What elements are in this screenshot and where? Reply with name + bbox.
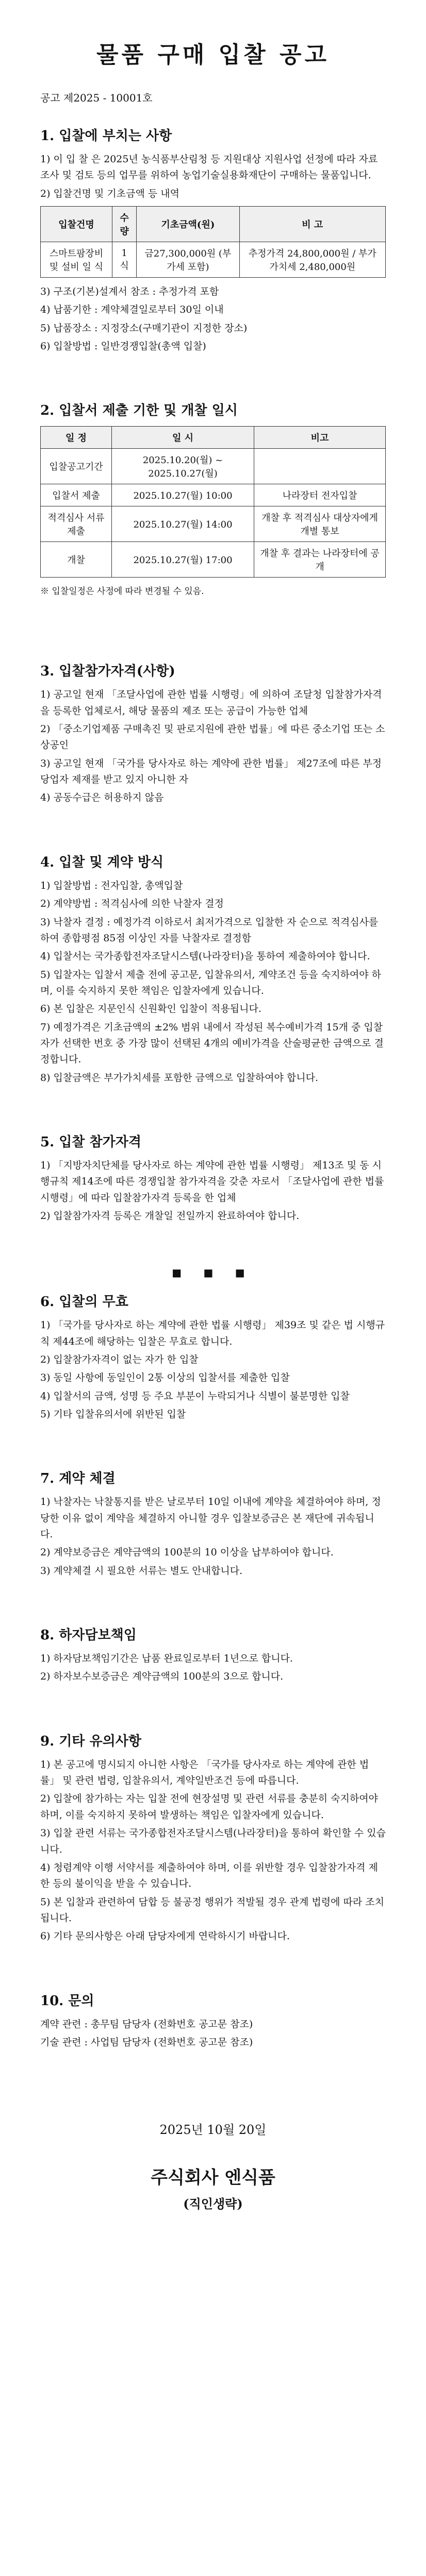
section-line: 1) 「지방자치단체를 당사자로 하는 계약에 관한 법률 시행령」 제13조 및 동 시행규칙 제14조에 따른 경쟁입찰 참가자격을 갖춘 자로서 「조달사업에 관한 법률 시행령」에 따라 입찰참가자격 등록을 한 업체 xyxy=(40,1159,387,1204)
notice-date: 2025년 10월 20일 xyxy=(159,2123,267,2138)
sections xyxy=(40,125,386,1257)
table-header-cell: 기초금액(원) xyxy=(137,207,239,242)
section-line: 3) 낙찰자 결정 : 예정가격 이하로서 최저가격으로 입찰한 자 순으로 적격심사를 하여 종합평점 85점 이상인 자를 낙찰자로 결정함 xyxy=(40,916,382,944)
table-header-row xyxy=(41,427,386,449)
table-cell: 금27,300,000원 (부가세 포함) xyxy=(137,242,239,278)
section-line: 6) 본 입찰은 지문인식 신원확인 입찰이 적용됩니다. xyxy=(40,1003,261,1015)
section-line: 4) 청렴계약 이행 서약서를 제출하여야 하며, 이를 위반할 경우 입찰참가자격 제한 등의 불이익을 받을 수 있습니다. xyxy=(40,1861,378,1890)
section-spacer xyxy=(40,1947,386,1978)
section-line: 7) 예정가격은 기초금액의 ±2% 범위 내에서 작성된 복수예비가격 15개 중 입찰자가 선택한 번호 중 가장 많이 선택된 4개의 예비가격을 산술평균한 금액으로 결정합니다. xyxy=(40,1021,384,1065)
section-line: 1) 공고일 현재 「조달사업에 관한 법률 시행령」에 의하여 조달청 입찰참가자격을 등록한 업체로서, 해당 물품의 제조 또는 공급이 가능한 업체 xyxy=(40,689,382,717)
section-line: 5) 입찰자는 입찰서 제출 전에 공고문, 입찰유의서, 계약조건 등을 숙지하여야 하며, 이를 숙지하지 못한 책임은 입찰자에게 있습니다. xyxy=(40,969,381,996)
table-header-cell: 수량 xyxy=(112,207,136,242)
table-row xyxy=(41,449,386,484)
section-line: 5) 기타 입찰유의서에 위반된 입찰 xyxy=(40,1409,186,1420)
table-cell: 개찰 후 적격심사 대상자에게 개별 통보 xyxy=(254,506,386,542)
section-line: 3) 동일 사항에 동일인이 2통 이상의 입찰서를 제출한 입찰 xyxy=(40,1372,290,1384)
section-heading: 5. 입찰 참가자격 xyxy=(40,1134,141,1150)
section-line: 3) 입찰 관련 서류는 국가종합전자조달시스템(나라장터)을 통하여 확인할 수 있습니다. xyxy=(40,1827,386,1855)
table-row xyxy=(41,542,386,578)
table-header-row xyxy=(41,207,386,242)
table-header-cell: 비고 xyxy=(254,427,386,449)
table-cell: 추정가격 24,800,000원 / 부가가치세 2,480,000원 xyxy=(239,242,385,278)
section-line: 1) 이 입 찰 은 2025년 농식품부산림청 등 지원대상 지원사업 선정에 따라 자료 조사 및 검토 등의 업무를 위하여 농업기술실용화재단이 구매하는 물품입니다. xyxy=(40,154,381,181)
table-row xyxy=(41,506,386,542)
table-cell xyxy=(254,449,386,484)
table-cell: 입찰서 제출 xyxy=(41,484,112,506)
table-cell: 나라장터 전자입찰 xyxy=(254,484,386,506)
section-line: 8) 입찰금액은 부가가치세를 포함한 금액으로 입찰하여야 합니다. xyxy=(40,1072,318,1083)
section-line: 6) 기타 문의사항은 아래 담당자에게 연락하시기 바랍니다. xyxy=(40,1930,290,1942)
section-line: 6) 입찰방법 : 일반경쟁입찰(총액 입찰) xyxy=(40,341,206,352)
company-name: 주식회사 엔식품 xyxy=(151,2167,275,2189)
section-spacer xyxy=(40,357,386,387)
table-header-cell: 입찰건명 xyxy=(41,207,112,242)
section-line: 1) 본 공고에 명시되지 아니한 사항은 「국가를 당사자로 하는 계약에 관한 법률」 및 관련 법령, 입찰유의서, 계약일반조건 등에 따릅니다. xyxy=(40,1758,369,1787)
table-header-cell: 일 정 xyxy=(41,427,112,449)
notice-number: 공고 제2025 - 10001호 xyxy=(40,92,153,104)
section-line: 2) 입찰참가자격이 없는 자가 한 입찰 xyxy=(40,1354,199,1365)
section-line: 2) 계약보증금은 계약금액의 100분의 10 이상을 납부하여야 합니다. xyxy=(40,1547,334,1558)
section-spacer xyxy=(40,617,386,648)
data-table xyxy=(40,206,386,278)
section-line: 3) 계약체결 시 필요한 서류는 별도 안내합니다. xyxy=(40,1565,243,1577)
section-line: 5) 납품장소 : 지정장소(구매기관이 지정한 장소) xyxy=(40,322,248,334)
section-line: 2) 하자보수보증금은 계약금액의 100분의 3으로 합니다. xyxy=(40,1671,284,1683)
section-line: 4) 공동수급은 허용하지 않음 xyxy=(40,792,164,804)
table-cell: 2025.10.20(월) ~ 2025.10.27(월) xyxy=(112,449,254,484)
section-heading: 4. 입찰 및 계약 방식 xyxy=(40,854,164,870)
section-line: 기술 관련 : 사업팀 담당자 (전화번호 공고문 참조) xyxy=(40,2036,253,2048)
section-spacer xyxy=(40,1425,386,1455)
section-line: 2) 「중소기업제품 구매촉진 및 판로지원에 관한 법률」에 따른 중소기업 또는 소상공인 xyxy=(40,723,385,751)
section-line: 1) 하자담보책임기간은 납품 완료일로부터 1년으로 합니다. xyxy=(40,1653,293,1665)
section-line: 2) 계약방법 : 적격심사에 의한 낙찰자 결정 xyxy=(40,898,224,910)
section-heading: 7. 계약 체결 xyxy=(40,1471,116,1487)
section-spacer xyxy=(40,1581,386,1612)
section-heading: 6. 입찰의 무효 xyxy=(40,1294,128,1310)
section-line: 계약 관련 : 총무팀 담당자 (전화번호 공고문 참조) xyxy=(40,2018,253,2030)
table-header-cell: 일 시 xyxy=(112,427,254,449)
table-cell: 2025.10.27(월) 10:00 xyxy=(112,484,254,506)
section-heading: 1. 입찰에 부치는 사항 xyxy=(40,128,172,144)
section-line: 4) 입찰서의 금액, 성명 등 주요 부분이 누락되거나 식별이 불분명한 입찰 xyxy=(40,1390,350,1402)
table-cell: 적격심사 서류 제출 xyxy=(41,506,112,542)
seal-note: (직인생략) xyxy=(183,2196,243,2212)
section-line: 1) 입찰방법 : 전자입찰, 총액입찰 xyxy=(40,879,183,891)
section-spacer xyxy=(40,1226,386,1257)
section-line: 2) 입찰참가자격 등록은 개찰일 전일까지 완료하여야 합니다. xyxy=(40,1210,300,1222)
section-line: 2) 입찰에 참가하는 자는 입찰 전에 현장설명 및 관련 서류를 충분히 숙지하여야 하며, 이를 숙지하지 못하여 발생하는 책임은 입찰자에게 있습니다. xyxy=(40,1793,381,1821)
sections-2 xyxy=(40,1291,386,2083)
section-heading: 2. 입찰서 제출 기한 및 개찰 일시 xyxy=(40,403,238,419)
section-line: 1) 「국가를 당사자로 하는 계약에 관한 법률 시행령」 제39조 및 같은 법 시행규칙 제44조에 해당하는 입찰은 무효로 합니다. xyxy=(40,1319,385,1347)
table-row xyxy=(41,242,386,278)
section-heading: 3. 입찰참가자격(사항) xyxy=(40,664,175,680)
table-cell: 2025.10.27(월) 14:00 xyxy=(112,506,254,542)
section-heading: 8. 하자담보책임 xyxy=(40,1628,137,1643)
table-cell: 개찰 xyxy=(41,542,112,578)
section-line: 3) 구조(기본)설계서 참조 : 추정가격 포함 xyxy=(40,286,219,298)
table-header-cell: 비 고 xyxy=(239,207,385,242)
section-spacer xyxy=(40,808,386,839)
table-cell: 스마트팜장비 및 설비 일 식 xyxy=(41,242,112,278)
separator: ■ ■ ■ xyxy=(172,1266,254,1279)
section-spacer xyxy=(40,1687,386,1718)
table-cell: 개찰 후 결과는 나라장터에 공개 xyxy=(254,542,386,578)
section-line: 4) 납품기한 : 계약체결일로부터 30일 이내 xyxy=(40,304,224,316)
section-line: 4) 입찰서는 국가종합전자조달시스템(나라장터)을 통하여 제출하여야 합니다. xyxy=(40,951,370,962)
page-title: 물품 구매 입찰 공고 xyxy=(96,42,330,68)
section-note: ※ 입찰일정은 사정에 따라 변경될 수 있음. xyxy=(40,586,204,597)
table-cell: 입찰공고기간 xyxy=(41,449,112,484)
section-line: 3) 공고일 현재 「국가를 당사자로 하는 계약에 관한 법률」 제27조에 따른 부정당업자 제재를 받고 있지 아니한 자 xyxy=(40,757,382,786)
data-table xyxy=(40,426,386,578)
table-cell: 2025.10.27(월) 17:00 xyxy=(112,542,254,578)
section-spacer xyxy=(40,2053,386,2083)
section-spacer xyxy=(40,1088,386,1119)
section-line: 2) 입찰건명 및 기초금액 등 내역 xyxy=(40,188,179,199)
section-line: 1) 낙찰자는 낙찰통지를 받은 날로부터 10일 이내에 계약을 체결하여야 하며, 정당한 이유 없이 계약을 체결하지 아니할 경우 입찰보증금은 본 재단에 귀속됩니다. xyxy=(40,1496,381,1540)
section-heading: 10. 문의 xyxy=(40,1993,94,2009)
section-line: 5) 본 입찰과 관련하여 담합 등 불공정 행위가 적발될 경우 관계 법령에 따라 조치됩니다. xyxy=(40,1896,384,1924)
table-cell: 1식 xyxy=(112,242,136,278)
section-heading: 9. 기타 유의사항 xyxy=(40,1733,141,1749)
table-row xyxy=(41,484,386,506)
